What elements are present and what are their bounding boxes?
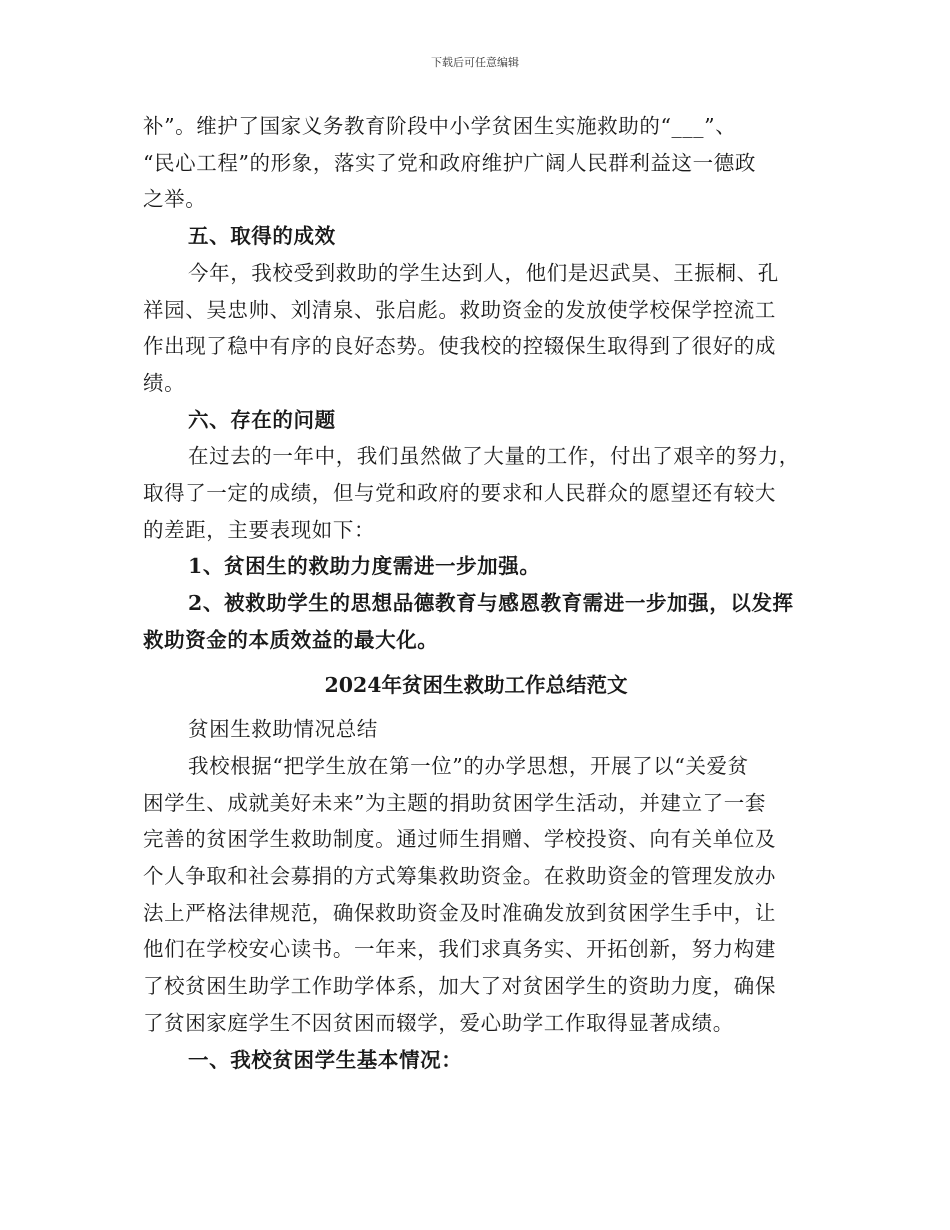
document-body [143,108,809,1078]
text-line: 作出现了稳中有序的良好态势。使我校的控辍保生取得到了很好的成 [143,334,776,359]
text-line: 今年，我校受到救助的学生达到人，他们是迟武昊、王振桐、孔 [188,260,779,285]
page-header-note: 下载后可任意编辑 [431,56,519,69]
paragraph-intro [143,748,809,1042]
text-line: 补”。维护了国家义务教育阶段中小学贫困生实施救助的“___”、 [143,114,737,138]
text-line: 绩。 [143,370,186,395]
problem-item-2 [143,585,809,658]
text-line: 取得了一定的成绩，但与党和政府的要求和人民群众的愿望还有较大 [143,481,776,506]
text-line: 个人争取和社会募捐的方式筹集救助资金。在救助资金的管理发放办 [143,864,776,889]
text-line: 法上严格法律规范，确保救助资金及时准确发放到贫困学生手中，让 [143,900,776,925]
paragraph-problems [143,438,809,548]
section-heading-problems: 六、存在的问题 [188,407,336,432]
text-line: “民心工程”的形象，落实了党和政府维护广阔人民群利益这一德政 [143,150,756,175]
text-line: 在过去的一年中，我们虽然做了大量的工作，付出了艰辛的努力， [188,444,800,469]
text-line: 我校根据“把学生放在第一位”的办学思想，开展了以“关爱贫 [188,753,749,778]
paragraph-continuation [143,108,809,218]
document-title: 2024年贫困生救助工作总结范文 [324,672,628,697]
text-line: 完善的贫困学生救助制度。通过师生捐赠、学校投资、向有关单位及 [143,827,776,852]
text-line: 了贫困家庭学生不因贫困而辍学，爱心助学工作取得显著成绩。 [143,1010,734,1035]
text-line: 的差距，主要表现如下： [143,517,376,542]
subtitle-summary: 贫困生救助情况总结 [188,717,378,742]
problem-item-1: 1、贫困生的救助力度需进一步加强。 [188,554,541,579]
text-line: 2、被救助学生的思想品德教育与感恩教育需进一步加强，以发挥 [188,591,794,616]
section-heading-basic-info: 一、我校贫困学生基本情况： [188,1047,463,1072]
text-line: 了校贫困生助学工作助学体系，加大了对贫困学生的资助力度，确保 [143,974,776,999]
text-line: 救助资金的本质效益的最大化。 [143,627,439,652]
text-line: 之举。 [143,187,207,212]
text-line: 他们在学校安心读书。一年来，我们求真务实、开拓创新，努力构建 [143,937,776,962]
paragraph-results [143,255,809,402]
text-line: 祥园、吴忠帅、刘清泉、张启彪。救助资金的发放使学校保学控流工 [143,297,776,322]
section-heading-results: 五、取得的成效 [188,224,336,249]
text-line: 困学生、成就美好未来”为主题的捐助贫困学生活动，并建立了一套 [143,790,766,815]
